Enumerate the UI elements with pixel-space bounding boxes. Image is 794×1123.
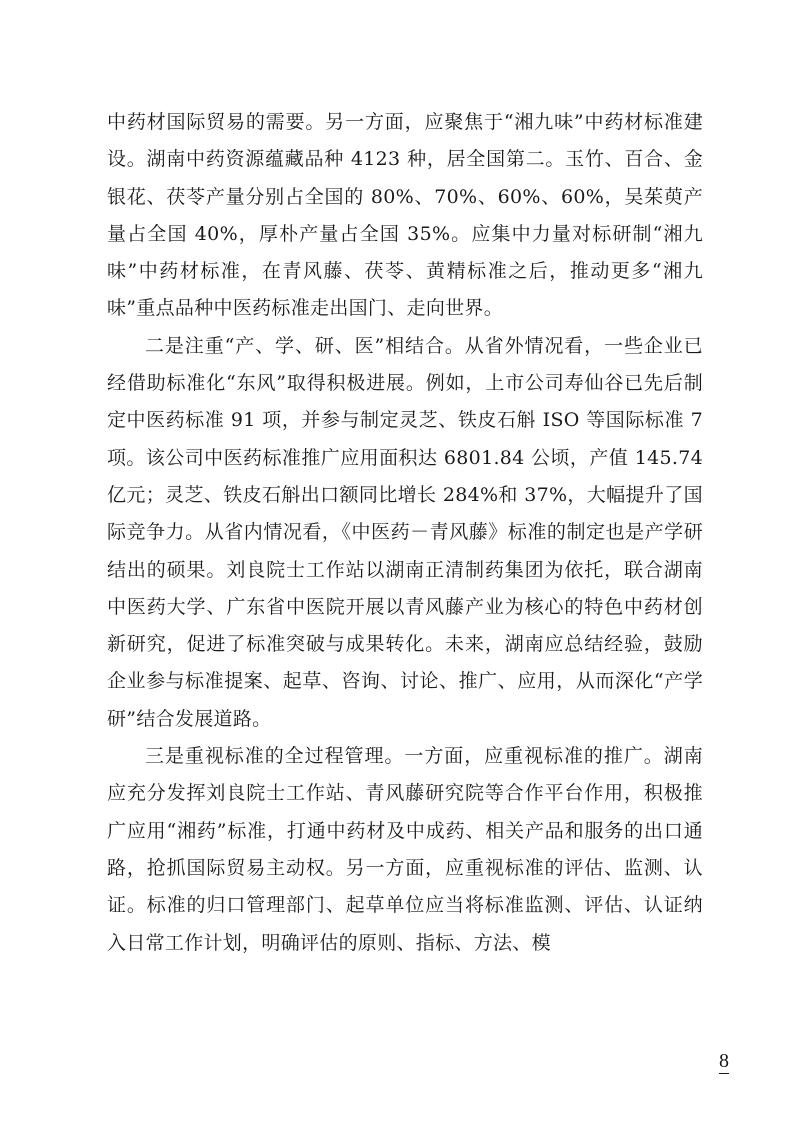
paragraph-standard-management: 三是重视标准的全过程管理。一方面，应重视标准的推广。湖南应充分发挥刘良院士工作站、青风藤研究院等合作平台作用，积极推广应用“湘药”标准，打通中药材及中成药、相关产品和服务的出口通路，抢抓国际贸易主动权。另一方面，应重视标准的评估、监测、认证。标准的归口管理部门、起草单位应当将标准监测、评估、认证纳入日常工作计划，明确评估的原则、指标、方法、模 (107, 745, 703, 954)
document-body (107, 104, 703, 962)
paragraph-industry-academia: 二是注重“产、学、研、医”相结合。从省外情况看，一些企业已经借助标准化“东风”取得积极进展。例如，上市公司寿仙谷已先后制定中医药标准 91 项，并参与制定灵芝、铁皮石斛 ISO 等国际标准 7 项。该公司中医药标准推广应用面积达 6801.84 公顷，产值 145.74 亿元；灵芝、铁皮石斛出口额同比增长 284%和 37%，大幅提升了国际竞争力。从省内情况看，《中医药－青风藤》标准的制定也是产学研结出的硕果。刘良院士工作站以湖南正清制药集团为依托，联合湖南中医药大学、广东省中医院开展以青风藤产业为核心的特色中药材创新研究，促进了标准突破与成果转化。未来，湖南应总结经验，鼓励企业参与标准提案、起草、咨询、讨论、推广、应用，从而深化“产学研”结合发展道路。 (107, 334, 703, 730)
paragraph-continuation: 中药材国际贸易的需要。另一方面，应聚焦于“湘九味”中药材标准建设。湖南中药资源蕴藏品种 4123 种，居全国第二。玉竹、百合、金银花、茯苓产量分别占全国的 80%、70%、60%、60%，吴茱萸产量占全国 40%，厚朴产量占全国 35%。应集中力量对标研制“湘九味”中药材标准，在青风藤、茯苓、黄精标准之后，推动更多“湘九味”重点品种中医药标准走出国门、走向世界。 (107, 111, 703, 320)
page-number: 8 (719, 1050, 729, 1072)
